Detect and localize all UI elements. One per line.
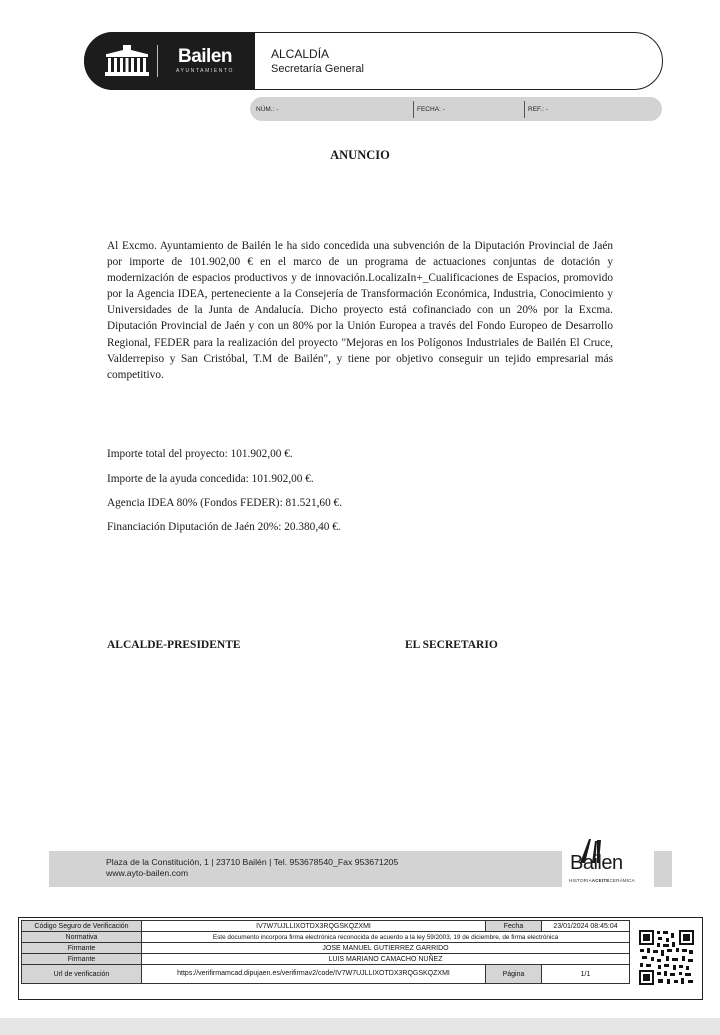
document-title: ANUNCIO bbox=[330, 148, 390, 162]
qr-code-icon bbox=[638, 929, 695, 986]
csv-value: IV7W7UJLLIXOTDX3RQGSKQZXMI bbox=[142, 921, 486, 932]
table-row bbox=[22, 921, 630, 932]
firmante-value-1: JOSE MANUEL GUTIERREZ GARRIDO bbox=[142, 943, 630, 954]
fecha-field: FECHA: - bbox=[413, 101, 445, 118]
amount-line-diputacion: Financiación Diputación de Jaén 20%: 20.380,40 €. bbox=[107, 521, 341, 533]
url-value[interactable]: https://verifirmamcad.dipujaen.es/verifirmav2/code/IV7W7UJLLIXOTDX3RQGSKQZXMI bbox=[142, 965, 486, 984]
amount-line-idea: Agencia IDEA 80% (Fondos FEDER): 81.521,60 €. bbox=[107, 497, 343, 509]
fecha-value: 23/01/2024 08:45:04 bbox=[542, 921, 630, 932]
table-row bbox=[22, 943, 630, 954]
fecha-label: Fecha bbox=[486, 921, 542, 932]
amount-line-aid: Importe de la ayuda concedida: 101.902,00 €. bbox=[107, 473, 314, 485]
pagina-value: 1/1 bbox=[542, 965, 630, 984]
pagina-label: Página bbox=[486, 965, 542, 984]
header-logo-divider bbox=[157, 45, 158, 77]
header-brand-subtitle: AYUNTAMIENTO bbox=[175, 68, 235, 74]
table-row bbox=[22, 954, 630, 965]
footer-website: www.ayto-bailen.com bbox=[106, 868, 189, 878]
signer-secretary: EL SECRETARIO bbox=[405, 639, 498, 651]
bottom-band bbox=[0, 1018, 720, 1035]
footer-logo-word: Bailen bbox=[570, 852, 623, 874]
header-subtitle: Secretaría General bbox=[271, 63, 364, 75]
reference-bar bbox=[250, 97, 662, 121]
firmante-label-2: Firmante bbox=[22, 954, 142, 965]
header-brand: Bailen bbox=[177, 46, 233, 67]
signer-mayor: ALCALDE-PRESIDENTE bbox=[107, 639, 241, 651]
table-row bbox=[22, 932, 630, 943]
town-hall-icon bbox=[103, 44, 151, 78]
url-label: Url de verificación bbox=[22, 965, 142, 984]
tagline-historia: HISTORIA bbox=[569, 878, 592, 883]
csv-label: Código Seguro de Verificación bbox=[22, 921, 142, 932]
table-row bbox=[22, 965, 630, 984]
ref-field: REF.: - bbox=[524, 101, 548, 118]
footer-logo-tagline bbox=[569, 878, 635, 883]
tagline-ceramica: CERÁMICA bbox=[609, 878, 635, 883]
footer-address: Plaza de la Constitución, 1 | 23710 Bailén | Tel. 953678540_Fax 953671205 bbox=[106, 857, 399, 867]
tagline-aceite: ACEITE bbox=[591, 878, 610, 883]
announcement-paragraph: Al Excmo. Ayuntamiento de Bailén le ha sido concedida una subvención de la Diputación Provincial de Jaén por importe de 101.902,00 € en el marco de un programa de actuaciones conjuntas de dotación y modernización de espacios productivos y de innovación.LocalizaIn+_Cualificaciones de Espacios, promovido por la Agencia IDEA, perteneciente a la Consejería de Transformación Económica, Industria, Conocimiento y Universidades de la Junta de Andalucía. Dicho proyecto está cofinanciado con un 20% por la Excma. Diputación Provincial de Jaén y con un 80% por la Unión Europea a través del Fondo Europeo de Desarrollo Regional, FEDER para la realización del proyecto "Mejoras en los Polígonos Industriales de Bailén El Cruce, Valderrepiso y San Cristóbal, T.M de Bailén", y tiene por objetivo conseguir un tejido empresarial más competitivo. bbox=[107, 240, 613, 381]
header-title: ALCALDÍA bbox=[271, 47, 330, 61]
normativa-value: Este documento incorpora firma electrónica reconocida de acuerdo a la ley 59/2003, 19 de diciembre, de firma electrónica bbox=[142, 932, 630, 943]
footer-right-strip bbox=[654, 851, 672, 887]
verification-table bbox=[21, 920, 630, 984]
firmante-label-1: Firmante bbox=[22, 943, 142, 954]
num-field: NÚM.: - bbox=[256, 106, 279, 113]
normativa-label: Normativa bbox=[22, 932, 142, 943]
footer-address-block bbox=[106, 857, 398, 879]
firmante-value-2: LUIS MARIANO CAMACHO NUÑEZ bbox=[142, 954, 630, 965]
amount-line-total: Importe total del proyecto: 101.902,00 €. bbox=[107, 448, 293, 460]
